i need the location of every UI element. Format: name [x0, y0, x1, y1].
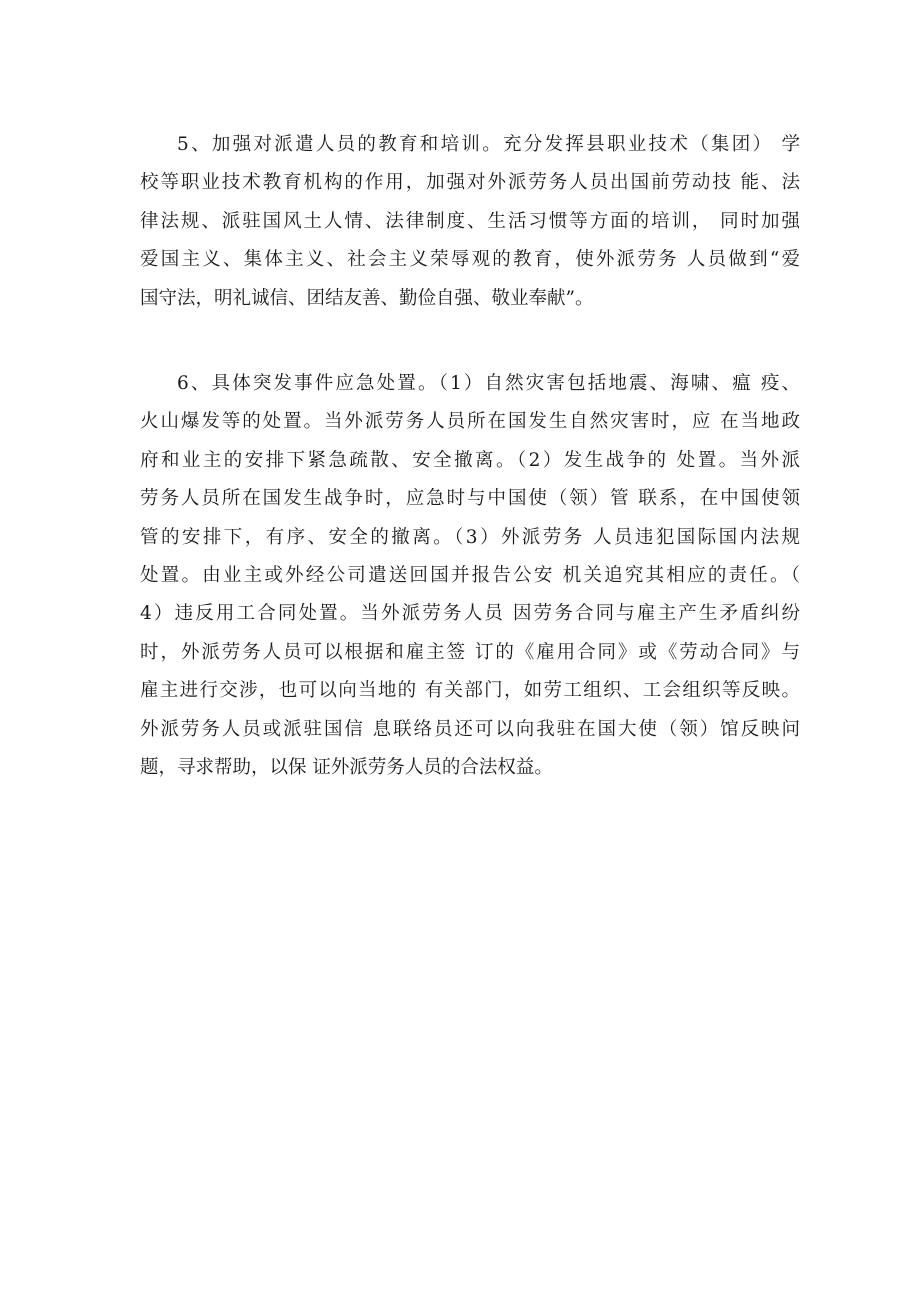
- text-line: 题，寻求帮助，以保 证外派劳务人员的合法权益。: [140, 756, 553, 778]
- text-line: 时，外派劳务人员可以根据和雇主签 订的《雇用合同》或《劳动合同》与: [140, 641, 800, 663]
- paragraph-section-6: [140, 365, 800, 787]
- text-line: 6、具体突发事件应急处置。（1）自然灾害包括地震、海啸、瘟 疫、: [177, 373, 800, 394]
- paragraph-section-5: [140, 126, 800, 318]
- text-line: 国守法，明礼诚信、团结友善、勤俭自强、敬业奉献”。: [140, 287, 594, 309]
- text-line: 火山爆发等的处置。当外派劳务人员所在国发生自然灾害时，应 在当地政: [140, 411, 800, 433]
- text-line: 外派劳务人员或派驻国信 息联络员还可以向我驻在国大使（领）馆反映问: [140, 718, 800, 740]
- text-line: 府和业主的安排下紧急疏散、安全撤离。（2）发生战争的 处置。当外派: [140, 449, 800, 471]
- text-line: 律法规、派驻国风土人情、法律制度、生活习惯等方面的培训， 同时加强: [140, 210, 800, 232]
- text-line: 4）违反用工合同处置。当外派劳务人员 因劳务合同与雇主产生矛盾纠纷: [140, 603, 800, 625]
- text-line: 雇主进行交涉，也可以向当地的 有关部门，如劳工组织、工会组织等反映。: [140, 680, 800, 702]
- text-line: 劳务人员所在国发生战争时，应急时与中国使（领）管 联系，在中国使领: [140, 488, 800, 510]
- text-line: 管的安排下，有序、安全的撤离。（3）外派劳务 人员违犯国际国内法规: [140, 526, 800, 548]
- text-line: 处置。由业主或外经公司遣送回国并报告公安 机关追究其相应的责任。（: [140, 564, 800, 586]
- text-line: 5、加强对派遣人员的教育和培训。充分发挥县职业技术（集团） 学: [177, 134, 800, 155]
- text-line: 校等职业技术教育机构的作用，加强对外派劳务人员出国前劳动技 能、法: [140, 172, 800, 194]
- text-line: 爱国主义、集体主义、社会主义荣辱观的教育，使外派劳务 人员做到“爱: [140, 249, 800, 271]
